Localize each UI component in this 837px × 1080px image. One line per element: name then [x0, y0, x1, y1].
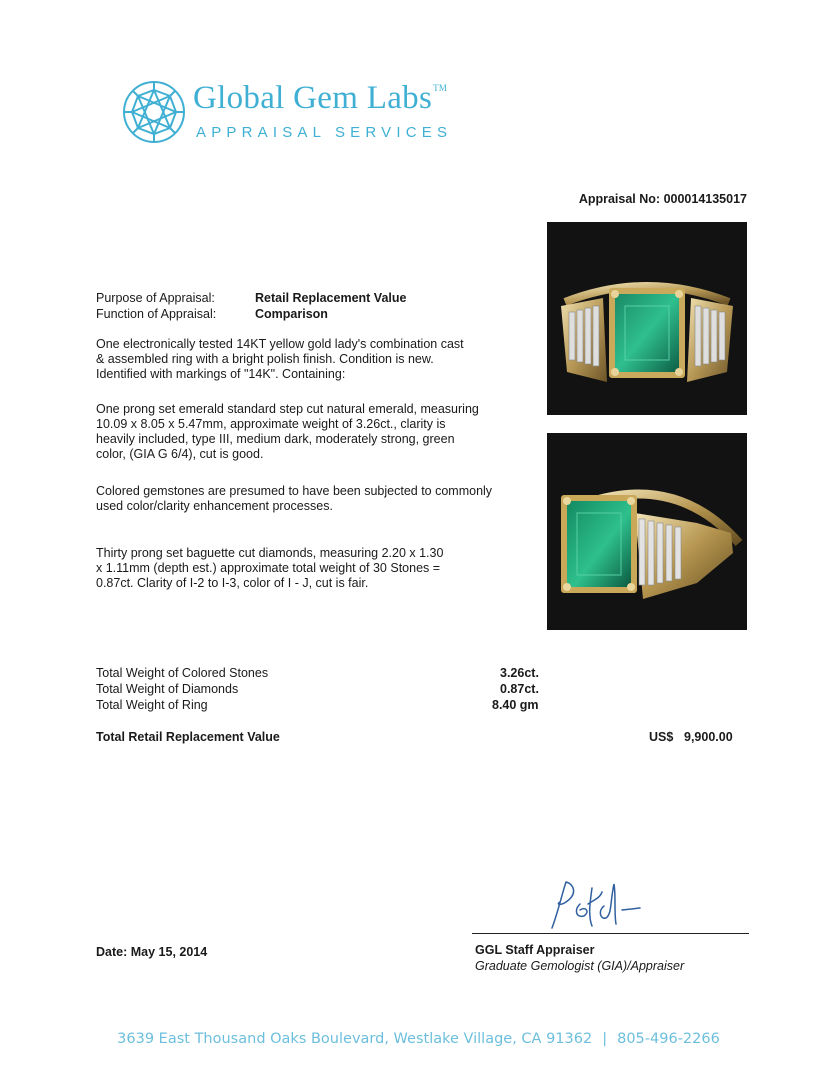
- retail-value-label: Total Retail Replacement Value: [96, 730, 280, 744]
- enhancement-note: [96, 484, 492, 514]
- emerald-description-line: One prong set emerald standard step cut natural emerald, measuring: [96, 402, 479, 416]
- emerald-description-line: heavily included, type III, medium dark, moderately strong, green: [96, 432, 455, 446]
- enhancement-note-line: Colored gemstones are presumed to have been subjected to commonly: [96, 484, 493, 498]
- date-label: Date:: [96, 945, 128, 959]
- emerald-description-line: color, (GIA G 6/4), cut is good.: [96, 447, 264, 461]
- total-colored-stones-label: Total Weight of Colored Stones: [96, 666, 269, 680]
- item-description-line: & assembled ring with a bright polish finish. Condition is new.: [96, 352, 434, 366]
- retail-value-currency: US$: [649, 730, 674, 744]
- item-description-line: Identified with markings of "14K". Containing:: [96, 367, 346, 381]
- function-value: Comparison: [255, 307, 328, 321]
- emerald-ring-front-icon: [547, 222, 747, 415]
- brand-name: Global Gem Labs™: [193, 80, 448, 116]
- logo-gem-icon: [121, 79, 187, 145]
- ring-photo-front: [547, 222, 747, 415]
- retail-value-amount: 9,900.00: [684, 730, 733, 744]
- ring-photo-angle: [547, 433, 747, 630]
- purpose-value: Retail Replacement Value: [255, 291, 407, 305]
- purpose-label: Purpose of Appraisal:: [96, 291, 215, 305]
- appraisal-date: [96, 945, 207, 960]
- function-label: Function of Appraisal:: [96, 307, 217, 321]
- emerald-description: [96, 402, 479, 462]
- appraisal-number-label: Appraisal No:: [578, 192, 661, 206]
- total-colored-stones-value: 3.26ct.: [500, 666, 539, 680]
- appraisal-number: [579, 192, 747, 206]
- diamond-description-line: Thirty prong set baguette cut diamonds, measuring 2.20 x 1.30: [96, 546, 444, 560]
- appraisal-number-value: 000014135017: [663, 192, 747, 206]
- diamond-description-line: x 1.11mm (depth est.) approximate total weight of 30 Stones =: [96, 561, 441, 575]
- item-description: [96, 337, 464, 382]
- signature-line: [472, 933, 749, 934]
- trademark-mark: TM: [433, 83, 448, 93]
- emerald-description-line: 10.09 x 8.05 x 5.47mm, approximate weight of 3.26ct., clarity is: [96, 417, 446, 431]
- date-value: May 15, 2014: [130, 945, 208, 959]
- footer-contact: [0, 1031, 837, 1047]
- item-description-line: One electronically tested 14KT yellow gold lady's combination cast: [96, 337, 464, 351]
- footer-phone: 805-496-2266: [617, 1031, 720, 1047]
- appraiser-title: GGL Staff Appraiser: [475, 943, 595, 957]
- total-diamonds-value: 0.87ct.: [500, 682, 539, 696]
- total-diamonds-label: Total Weight of Diamonds: [96, 682, 239, 696]
- total-ring-value: 8.40 gm: [492, 698, 539, 712]
- footer-address: 3639 East Thousand Oaks Boulevard, Westlake Village, CA 91362: [117, 1031, 593, 1047]
- enhancement-note-line: used color/clarity enhancement processes.: [96, 499, 333, 513]
- total-ring-label: Total Weight of Ring: [96, 698, 208, 712]
- appraiser-credential: Graduate Gemologist (GIA)/Appraiser: [475, 959, 685, 973]
- brand-subtitle: APPRAISAL SERVICES: [196, 124, 453, 141]
- footer-separator: |: [602, 1031, 608, 1047]
- handwritten-signature-icon: [540, 876, 650, 936]
- emerald-ring-angled-icon: [547, 433, 747, 630]
- diamond-description: [96, 546, 443, 591]
- diamond-description-line: 0.87ct. Clarity of I-2 to I-3, color of I - J, cut is fair.: [96, 576, 369, 590]
